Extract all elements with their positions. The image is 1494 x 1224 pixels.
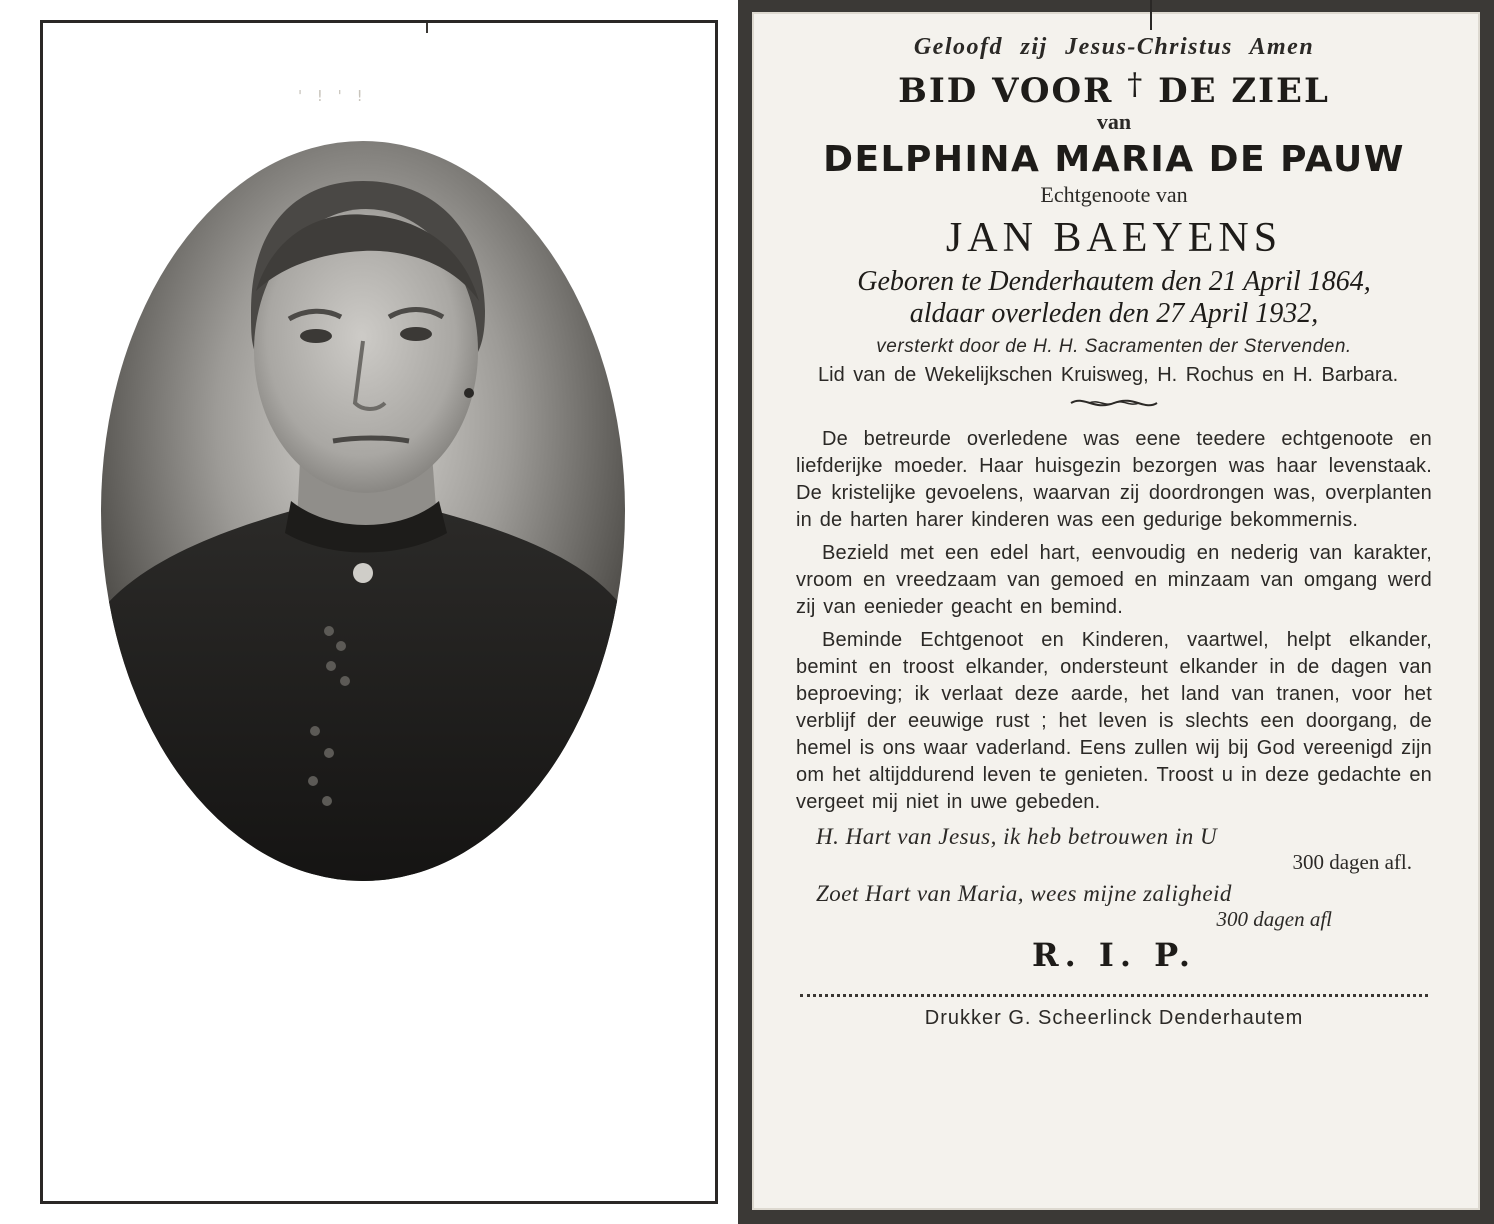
van-label: van — [1096, 109, 1132, 134]
birth-line: Geboren te Denderhautem den 21 April 1864, — [857, 266, 1371, 297]
deceased-name: DELPHINA MARIA DE PAUW — [823, 139, 1405, 180]
de-ziel-text: DE ZIEL — [1158, 71, 1330, 111]
card-header: Geloofd zij Jesus-Christus Amen — [913, 34, 1315, 60]
portrait-photo — [101, 141, 625, 881]
paragraph-3: Beminde Echtgenoot en Kinderen, vaartwel, helpt elkander, bemint en troost elkander, ondersteunt elkander in de dagen van beproeving; ik verlaat deze aarde, het land van tranen, voor het verblijf der eeuwige rust ; het leven is slechts een doorgang, de hemel is ons waar vaderland. Eens zullen wij bij God vereenigd zijn om het altijddurend leven te genieten. Troost u in deze gedachte en vergeet mij niet in uwe gebeden. — [796, 629, 1432, 813]
membership-text: Lid van de Wekelijkschen Kruisweg, H. Rochus en H. Barbara. — [818, 364, 1399, 386]
dotted-divider — [800, 994, 1428, 997]
rip-text: R. I. P. — [1031, 936, 1197, 974]
prayer-1: H. Hart van Jesus, ik heb betrouwen in U — [816, 824, 1218, 849]
portrait-photo-icon — [101, 141, 625, 881]
prayer-2: Zoet Hart van Maria, wees mijne zaligheid — [816, 881, 1232, 906]
card-string-mark — [1150, 0, 1152, 30]
paragraph-1: De betreurde overledene was eene teedere echtgenoote en liefderijke moeder. Haar huisgezin bezorgen was haar levenstaak. De kristelijke gevoelens, waarvan zij doordrongen was, overplanten in de harten harer kinderen was een gedurige bekommernis. — [796, 428, 1432, 531]
flourish-divider-icon — [1069, 395, 1159, 411]
card-string-mark — [426, 20, 428, 33]
bid-voor-text: BID VOOR — [898, 71, 1114, 111]
sacraments-line: versterkt door de H. H. Sacramenten der Stervenden. — [876, 336, 1352, 357]
indulgence-1: 300 dagen afl. — [1292, 850, 1412, 874]
paragraph-2: Bezield met een edel hart, eenvoudig en nederig van karakter, vroom en vreedzaam van gemoed en minzaam van omgang werd zij van eenieder geacht en bemind. — [796, 542, 1432, 618]
printer-credit: Drukker G. Scheerlinck Denderhautem — [924, 1007, 1304, 1029]
indulgence-2: 300 dagen afl — [1216, 907, 1332, 931]
death-line: aldaar overleden den 27 April 1932, — [909, 298, 1319, 329]
prayer-card — [752, 12, 1480, 1210]
photo-card — [40, 20, 718, 1204]
prayer-card-frame — [738, 0, 1494, 1224]
bid-voor-de-ziel-title — [796, 67, 1432, 111]
cross-icon: † — [1127, 67, 1145, 102]
spouse-name: JAN BAEYENS — [945, 215, 1283, 261]
paper-specks: ' ! ' ! — [298, 87, 368, 105]
echtgenoote-label: Echtgenoote van — [1040, 182, 1188, 207]
